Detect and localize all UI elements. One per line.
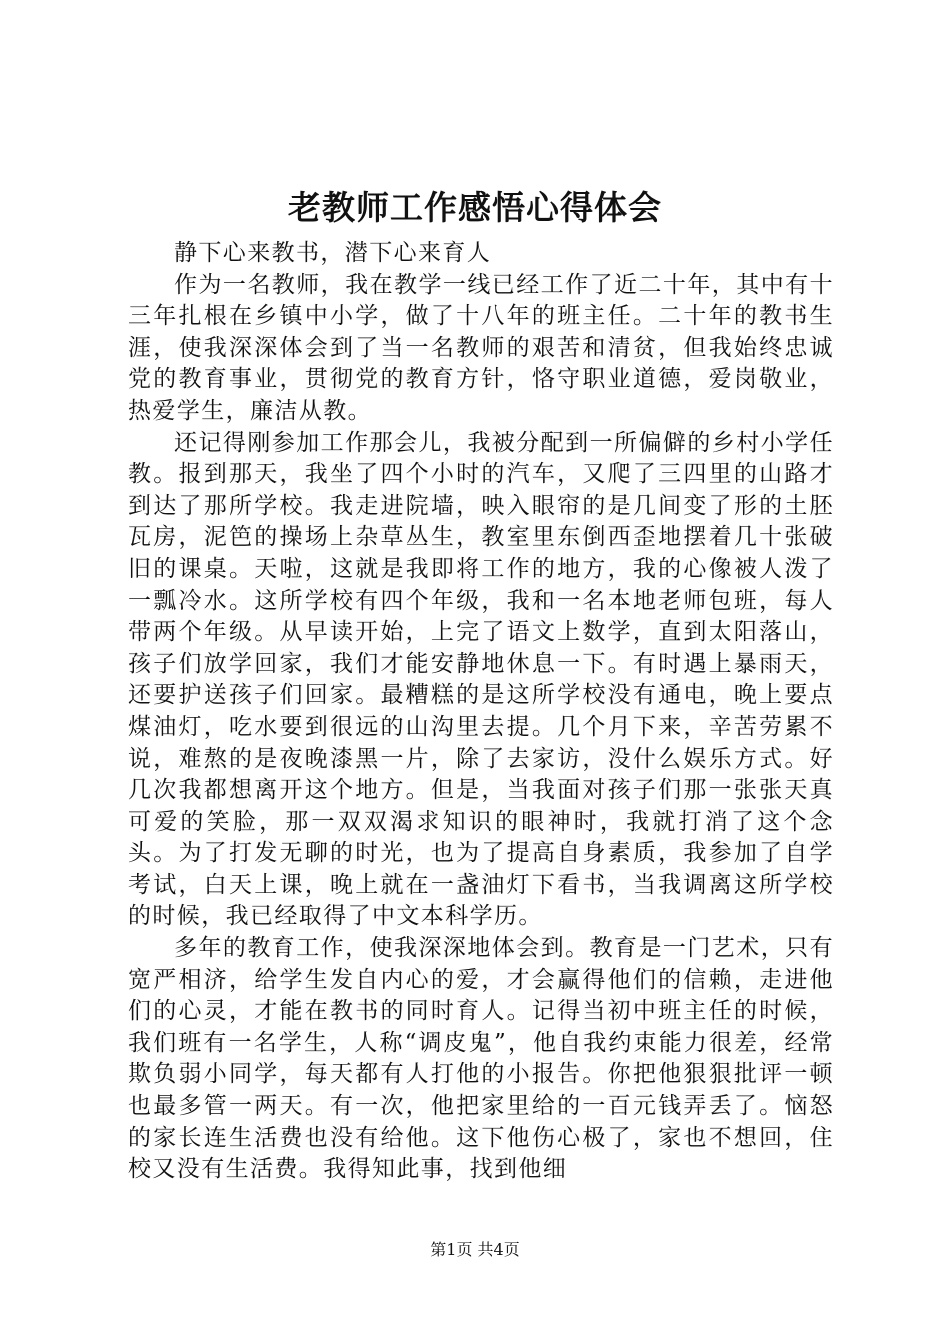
body-paragraph: 静下心来教书，潜下心来育人 <box>174 240 492 266</box>
body-paragraph: 多年的教育工作，使我深深地体会到。教育是一门艺术，只有宽严相济，给学生发自内心的爱，才会赢得他们的信赖，走进他们的心灵，才能在教书的同时育人。记得当初中班主任的时候，我们班有一名学生，人称“调皮鬼”，他自我约束能力很差，经常欺负弱小同学，每天都有人打他的小报告。你把他狠狠批评一顿也最多管一两天。有一次，他把家里给的一百元钱弄丢了。恼怒的家长连生活费也没有给他。这下他伤心极了，家也不想回，住校又没有生活费。我得知此事，找到他细 <box>128 935 834 1183</box>
page-footer: 第1页 共4页 <box>430 1240 520 1259</box>
body-paragraph: 还记得刚参加工作那会儿，我被分配到一所偏僻的乡村小学任教。报到那天，我坐了四个小时的汽车，又爬了三四里的山路才到达了那所学校。我走进院墙，映入眼帘的是几间变了形的土胚瓦房，泥笆的操场上杂草丛生，教室里东倒西歪地摆着几十张破旧的课桌。天啦，这就是我即将工作的地方，我的心像被人泼了一瓢冷水。这所学校有四个年级，我和一名本地老师包班，每人带两个年级。从早读开始，上完了语文上数学，直到太阳落山，孩子们放学回家，我们才能安静地休息一下。有时遇上暴雨天，还要护送孩子们回家。最糟糕的是这所学校没有通电，晚上要点煤油灯，吃水要到很远的山沟里去提。几个月下来，辛苦劳累不说，难熬的是夜晚漆黑一片，除了去家访，没什么娱乐方式。好几次我都想离开这个地方。但是，当我面对孩子们那一张张天真可爱的笑脸，那一双双渴求知识的眼神时，我就打消了这个念头。为了打发无聊的时光，也为了提高自身素质，我参加了自学考试，白天上课，晚上就在一盏油灯下看书，当我调离这所学校的时候，我已经取得了中文本科学历。 <box>128 429 834 930</box>
document-title: 老教师工作感悟心得体会 <box>288 188 662 227</box>
document-body <box>128 238 834 1186</box>
body-paragraph: 作为一名教师，我在教学一线已经工作了近二十年，其中有十三年扎根在乡镇中小学，做了十八年的班主任。二十年的教书生涯，使我深深体会到了当一名教师的艰苦和清贫，但我始终忠诚党的教育事业，贯彻党的教育方针，恪守职业道德，爱岗敬业，热爱学生，廉洁从教。 <box>128 271 834 424</box>
